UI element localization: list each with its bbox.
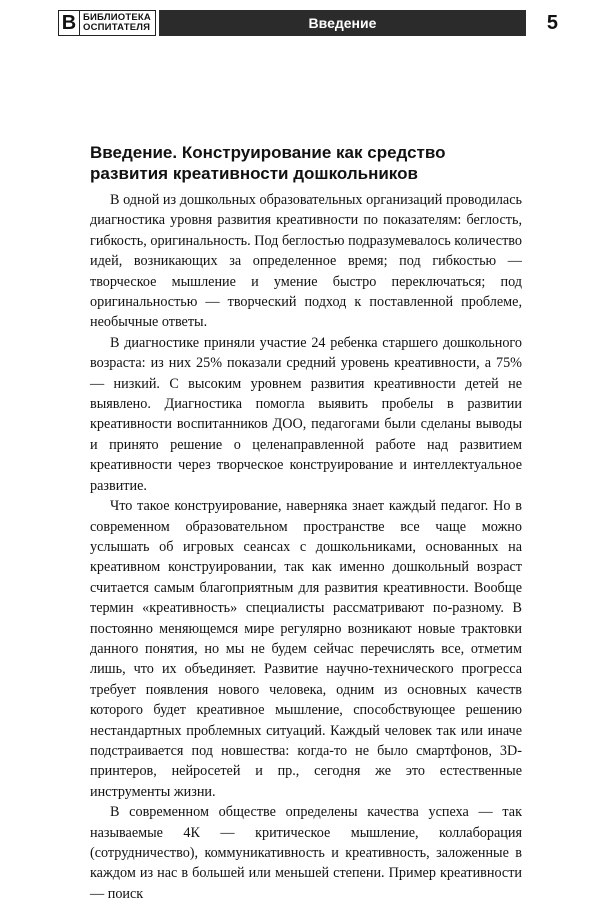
section-title-bar: Введение	[159, 10, 526, 36]
paragraph-1: В одной из дошкольных образовательных организаций проводилась диагностика уровня развития креативности по показателям: беглость, гибкость, оригинальность. Под беглостью подразумевалось количество идей, возникающих за определенное время; под гибкостью — творческое мышление и умение быстро переключаться; под оригинальностью — творческий подход к поставленной проблеме, необычные ответы.	[90, 192, 522, 331]
logo-letter: В	[59, 11, 80, 35]
logo-line-1: БИБЛИОТЕКА	[83, 12, 151, 23]
chapter-title-line-1: Введение. Конструирование как средство	[90, 143, 446, 162]
paragraph-4: В современном обществе определены качества успеха — так называемые 4К — критическое мышление, коллаборация (сотрудничество), коммуникативность и креативность, заложенные в каждом из нас в большей или меньшей степени. Пример креативности — поиск	[90, 804, 522, 902]
page-number: 5	[546, 12, 558, 34]
paragraph-2: В диагностике приняли участие 24 ребенка старшего дошкольного возраста: из них 25% показали средний уровень креативности, а 75% — низкий. С высоким уровнем развития креативности детей не выявлено. Диагностика помогла выявить пробелы в развитии креативности воспитанников ДОО, педагогами были сделаны выводы и принято решение о целенаправленной работе над развитием креативности через творческое конструирование и интеллектуальное развитие.	[90, 334, 522, 494]
chapter-title-line-2: развития креативности дошкольников	[90, 164, 418, 183]
logo-line-2: ОСПИТАТЕЛЯ	[83, 22, 151, 33]
logo-text	[83, 13, 151, 33]
body-text	[90, 190, 522, 904]
running-header	[58, 10, 558, 36]
chapter-title	[90, 142, 530, 184]
library-logo	[58, 10, 156, 36]
paragraph-3: Что такое конструирование, наверняка знает каждый педагог. Но в современном образовательном пространстве все чаще можно услышать об игровых сеансах с дошкольниками, основанных на креативном конструировании, так как именно дошкольный возраст считается самым благоприятным для развития креативности. Вообще термин «креативность» специалисты рассматривают по-разному. В постоянно меняющемся мире регулярно возникают новые трактовки данного понятия, но мы не будем сейчас перечислять все, отметим лишь, что их объединяет. Развитие научно-технического прогресса требует появления нового человека, одним из основных качеств которого будет креативное мышление, способствующее решению нестандартных проблемных ситуаций. Каждый человек так или иначе подстраивается под новшества: когда-то не было смартфонов, 3D-принтеров, нейросетей и пр., сегодня же это естественные инструменты жизни.	[90, 498, 522, 800]
